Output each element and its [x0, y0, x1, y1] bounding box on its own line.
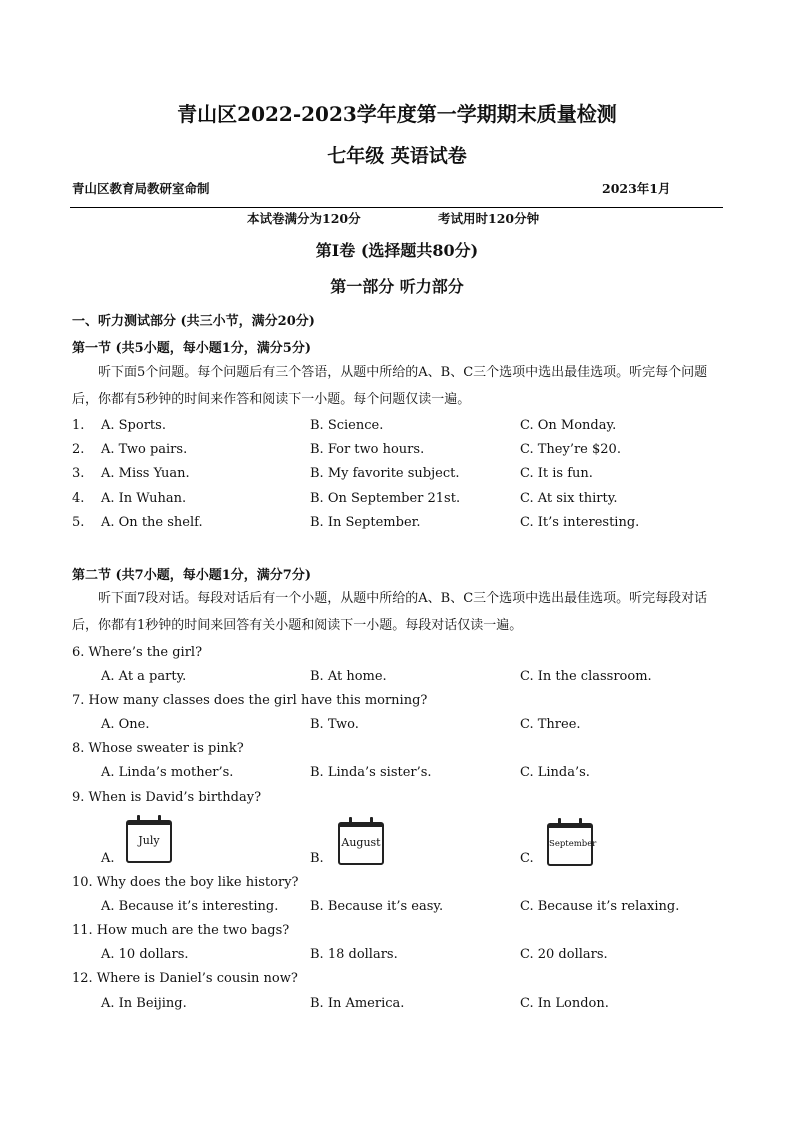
question-number: 3. [72, 466, 85, 481]
option-b: B. On September 21st. [310, 491, 461, 506]
question-7: 7. How many classes does the girl have this morning? [72, 693, 428, 708]
issuer: 青山区教育局教研室命制 [72, 181, 210, 196]
question-number: 5. [72, 515, 85, 530]
question-9: 9. When is David’s birthday? [72, 790, 262, 805]
options-6 [72, 669, 724, 689]
option-a: A. On the shelf. [101, 515, 203, 530]
option-a: A. Sports. [101, 418, 166, 433]
subsection-1-heading: 第一节 (共5小题，每小题1分，满分5分) [72, 341, 311, 356]
question-row-4 [72, 491, 724, 511]
option-c: C. At six thirty. [520, 491, 618, 506]
option-b: B. At home. [310, 669, 387, 684]
option-a: A. In Beijing. [101, 996, 187, 1011]
option-c: C. On Monday. [520, 418, 617, 433]
option-c: C. Because it’s relaxing. [520, 899, 680, 914]
option-b: B. [310, 851, 324, 866]
question-row-5 [72, 515, 724, 535]
full-score: 本试卷满分为120分 [247, 211, 361, 226]
option-b: B. My favorite subject. [310, 466, 460, 481]
option-c: C. In London. [520, 996, 609, 1011]
option-c: C. Three. [520, 717, 581, 732]
option-b: B. In America. [310, 996, 405, 1011]
question-12: 12. Where is Daniel’s cousin now? [72, 971, 298, 986]
option-c: C. They’re $20. [520, 442, 621, 457]
option-a: A. Because it’s interesting. [101, 899, 279, 914]
options-12 [72, 996, 724, 1016]
question-number: 2. [72, 442, 85, 457]
question-6: 6. Where’s the girl? [72, 645, 203, 660]
option-c: C. It’s interesting. [520, 515, 640, 530]
option-b: B. Science. [310, 418, 384, 433]
question-11: 11. How much are the two bags? [72, 923, 290, 938]
exam-date: 2023年1月 [602, 181, 671, 196]
calendar-month-label: September [549, 839, 597, 849]
question-row-1 [72, 418, 724, 438]
subsection-2-heading: 第二节 (共7小题，每小题1分，满分7分) [72, 568, 311, 583]
option-a: A. In Wuhan. [101, 491, 187, 506]
calendar-month-label: July [138, 834, 160, 847]
options-7 [72, 717, 724, 737]
section-heading: 一、听力测试部分 (共三小节，满分20分) [72, 314, 315, 329]
part-title: 第一部分 听力部分 [330, 277, 464, 296]
options-11 [72, 947, 724, 967]
option-b: B. For two hours. [310, 442, 425, 457]
volume-title: 第I卷 (选择题共80分) [315, 241, 479, 260]
question-number: 4. [72, 491, 85, 506]
option-b: B. Linda’s sister’s. [310, 765, 432, 780]
option-b: B. 18 dollars. [310, 947, 398, 962]
options-9 [72, 851, 724, 871]
option-a: A. At a party. [101, 669, 187, 684]
option-b: B. In September. [310, 515, 421, 530]
question-number: 1. [72, 418, 85, 433]
option-a: A. Linda’s mother’s. [101, 765, 234, 780]
option-b: B. Because it’s easy. [310, 899, 444, 914]
question-10: 10. Why does the boy like history? [72, 875, 299, 890]
subsection-1-instructions: 听下面5个问题。每个问题后有三个答语，从题中所给的A、B、C三个选项中选出最佳选项。听完每个问题后，你都有5秒钟的时间来作答和阅读下一小题。每个问题仅读一遍。 [72, 365, 708, 407]
calendar-month-label: August [341, 836, 381, 849]
option-a: A. One. [101, 717, 150, 732]
exam-subtitle: 七年级 英语试卷 [327, 145, 467, 167]
option-c: C. 20 dollars. [520, 947, 608, 962]
question-8: 8. Whose sweater is pink? [72, 741, 244, 756]
exam-time: 考试用时120分钟 [438, 211, 540, 226]
question-row-3 [72, 466, 724, 486]
question-row-2 [72, 442, 724, 462]
option-c: C. It is fun. [520, 466, 593, 481]
option-c: C. In the classroom. [520, 669, 652, 684]
option-a: A. Miss Yuan. [101, 466, 190, 481]
option-c: C. Linda’s. [520, 765, 590, 780]
option-a: A. [101, 851, 115, 866]
option-a: A. Two pairs. [101, 442, 188, 457]
options-10 [72, 899, 724, 919]
options-8 [72, 765, 724, 785]
option-c: C. [520, 851, 534, 866]
subsection-2-instructions: 听下面7段对话。每段对话后有一个小题，从题中所给的A、B、C三个选项中选出最佳选项。听完每段对话后，你都有1秒钟的时间来回答有关小题和阅读下一小题。每段对话仅读一遍。 [72, 591, 708, 633]
option-b: B. Two. [310, 717, 359, 732]
option-a: A. 10 dollars. [101, 947, 189, 962]
header-divider [70, 207, 723, 208]
exam-title: 青山区2022-2023学年度第一学期期末质量检测 [177, 102, 617, 126]
